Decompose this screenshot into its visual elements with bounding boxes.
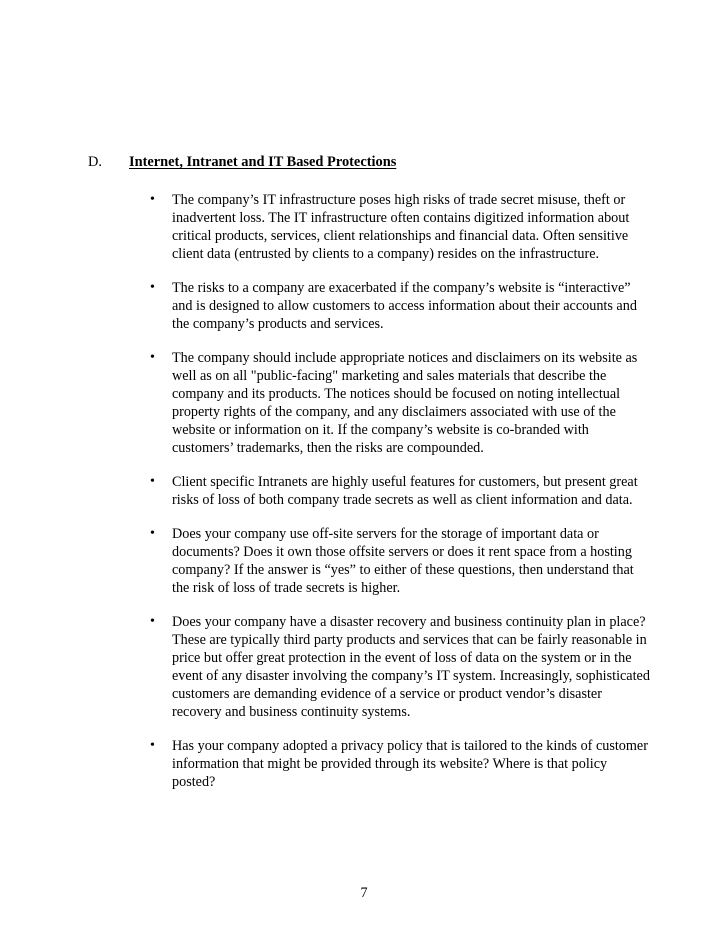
- bullet-text: The company’s IT infrastructure poses high risks of trade secret misuse, theft or inadvertent loss. The IT infrastructure often contains digitized information about critical products, services, client relationships and financial data. Often sensitive client data (entrusted by clients to a company) resides on the infrastructure.: [172, 192, 630, 262]
- bullet-item-disaster-recovery: [0, 613, 650, 721]
- page-number: 7: [360, 885, 368, 901]
- bullet-dot-icon: •: [150, 614, 155, 629]
- bullet-dot-icon: •: [150, 474, 155, 489]
- bullet-item-privacy-policy: [0, 737, 650, 791]
- bullet-text: Does your company have a disaster recovery and business continuity plan in place? These are typically third party products and services that can be fairly reasonable in price but offer great protection in the event of loss of data on the system or in the event of any disaster involving the company’s IT system. Increasingly, sophisticated customers are demanding evidence of a service or product vendor’s disaster recovery and business continuity systems.: [172, 614, 650, 720]
- bullet-dot-icon: •: [150, 738, 155, 753]
- bullet-text: Does your company use off-site servers for the storage of important data or documents? Does it own those offsite servers or does it rent space from a hosting company? If the answer is “yes” to either of these questions, then understand that the risk of loss of trade secrets is higher.: [172, 526, 634, 596]
- section-heading: [88, 153, 396, 171]
- bullet-dot-icon: •: [150, 350, 155, 365]
- bullet-item-notices-disclaimers: [0, 349, 650, 457]
- bullet-dot-icon: •: [150, 526, 155, 541]
- section-letter: D.: [88, 154, 102, 170]
- bullet-dot-icon: •: [150, 280, 155, 295]
- bullet-text: Has your company adopted a privacy policy that is tailored to the kinds of customer information that might be provided through its website? Where is that policy posted?: [172, 738, 648, 790]
- bullet-text: Client specific Intranets are highly useful features for customers, but present great risks of loss of both company trade secrets as well as client information and data.: [172, 474, 638, 508]
- bullet-list: [0, 191, 650, 807]
- bullet-dot-icon: •: [150, 192, 155, 207]
- bullet-item-client-intranets: [0, 473, 650, 509]
- bullet-item-it-infrastructure: [0, 191, 650, 263]
- section-title: Internet, Intranet and IT Based Protections: [129, 154, 397, 170]
- bullet-item-interactive-website: [0, 279, 650, 333]
- bullet-text: The risks to a company are exacerbated if the company’s website is “interactive” and is designed to allow customers to access information about their accounts and the company’s products and services.: [172, 280, 637, 332]
- bullet-item-offsite-servers: [0, 525, 650, 597]
- bullet-text: The company should include appropriate notices and disclaimers on its website as well as on all "public-facing" marketing and sales materials that describe the company and its products. The notices should be focused on noting intellectual property rights of the company, and any disclaimers associated with use of the website or information on it. If the company’s website is co-branded with customers’ trademarks, then the risks are compounded.: [172, 350, 638, 456]
